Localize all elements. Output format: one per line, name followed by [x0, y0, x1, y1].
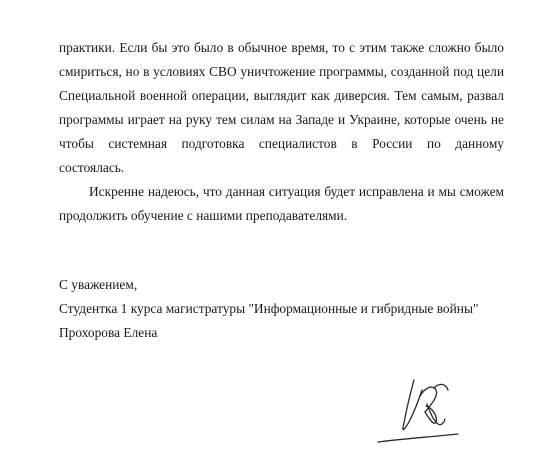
closing-position: Студентка 1 курса магистратуры "Информационные и гибридные войны"	[59, 301, 479, 316]
paragraph-line: состоялась.	[59, 160, 125, 175]
paragraph-2	[59, 180, 504, 228]
paragraph-line: Искренне надеюсь, что данная ситуация будет исправлена и мы сможем	[89, 184, 504, 199]
paragraph-1	[59, 36, 504, 180]
closing-regards: С уважением,	[59, 277, 138, 292]
closing-block	[59, 273, 478, 345]
closing-name: Прохорова Елена	[59, 325, 158, 340]
paragraph-line: Специальной военной операции, выглядит как диверсия. Тем самым, развал	[59, 88, 504, 103]
paragraph-line: смириться, но в условиях СВО уничтожение программы, созданной под цели	[59, 64, 504, 79]
paragraph-line: продолжить обучение с нашими преподавателями.	[59, 208, 348, 223]
paragraph-line: чтобы системная подготовка специалистов в России по данному	[59, 136, 504, 151]
handwritten-signature	[370, 368, 460, 448]
paragraph-line: программы играет на руку тем силам на Западе и Украине, которые очень не	[59, 112, 504, 127]
paragraph-line: практики. Если бы это было в обычное время, то с этим также сложно было	[59, 40, 504, 55]
